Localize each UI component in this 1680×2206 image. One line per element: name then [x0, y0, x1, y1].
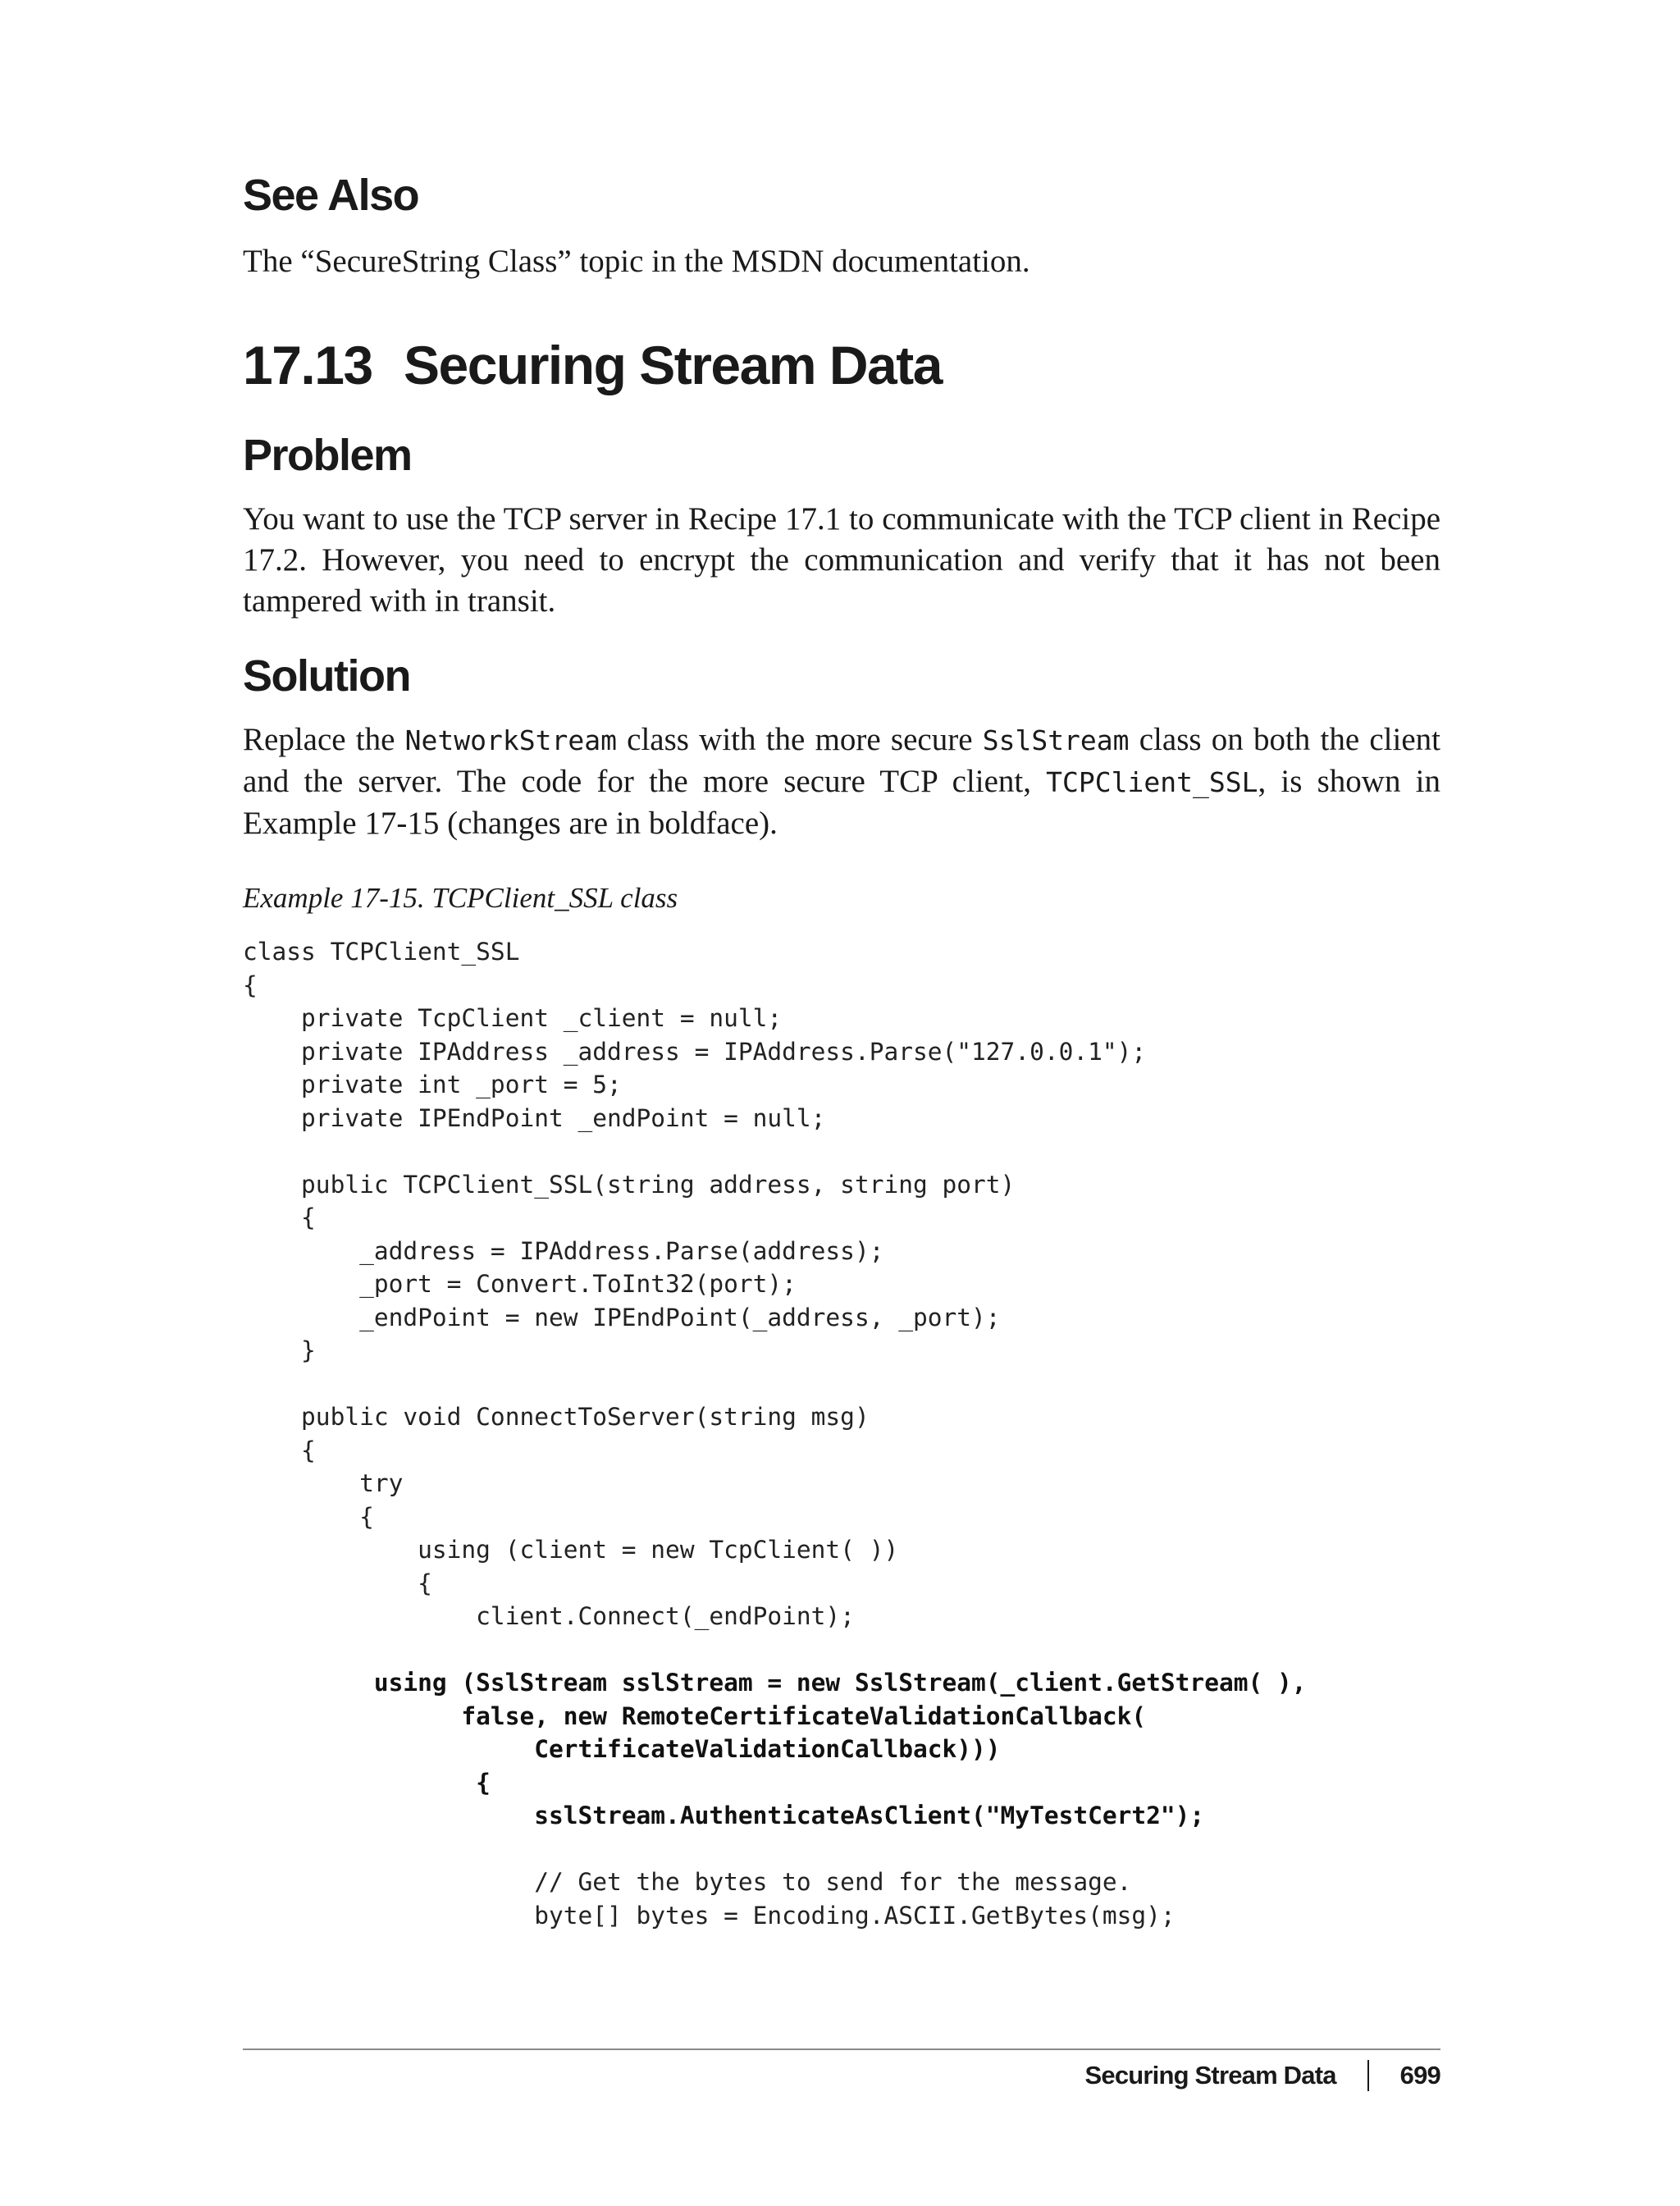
code-line: { [243, 1203, 316, 1231]
see-also-text: The “SecureString Class” topic in the MSDN documentation. [243, 244, 1030, 279]
code-line [243, 1833, 1440, 1866]
code-line: private int _port = 5; [243, 1071, 622, 1098]
code-listing [243, 935, 1440, 1932]
code-line: client.Connect(_endPoint); [243, 1602, 855, 1630]
code-line: { [243, 1768, 491, 1797]
section-number: 17.13 [243, 335, 372, 395]
code-line: public void ConnectToServer(string msg) [243, 1403, 870, 1431]
code-line [243, 1368, 1440, 1401]
code-line: { [243, 1569, 432, 1597]
problem-text: You want to use the TCP server in Recipe 17.1 to communicate with the TCP client in Recipe 17.2. However, you need to encrypt the communication and verify that it has not been tampered with in transit. [243, 501, 1440, 619]
page-number: 699 [1399, 2061, 1440, 2090]
code-line: false, new RemoteCertificateValidationCallback( [243, 1701, 1147, 1730]
code-line: _address = IPAddress.Parse(address); [243, 1236, 884, 1265]
code-line: CertificateValidationCallback))) [243, 1735, 1001, 1763]
code-line: using (SslStream sslStream = new SslStream(_client.GetStream( ), [243, 1669, 1307, 1697]
code-line: { [243, 1436, 316, 1464]
code-line: try [243, 1469, 404, 1497]
inline-code-tcpclient-ssl: TCPClient_SSL [1046, 766, 1258, 798]
code-line [243, 1135, 1440, 1168]
code-line: { [243, 1502, 374, 1531]
problem-heading: Problem [243, 431, 412, 480]
solution-text-part: Replace the [243, 722, 405, 757]
code-line: _endPoint = new IPEndPoint(_address, _port); [243, 1303, 1001, 1331]
solution-heading: Solution [243, 651, 410, 701]
code-line: using (client = new TcpClient( )) [243, 1536, 899, 1564]
code-line: public TCPClient_SSL(string address, string port) [243, 1170, 1016, 1199]
code-line: } [243, 1336, 316, 1364]
code-line: _port = Convert.ToInt32(port); [243, 1270, 797, 1298]
code-line: sslStream.AuthenticateAsClient("MyTestCert2"); [243, 1802, 1205, 1829]
example-caption: Example 17-15. TCPClient_SSL class [243, 882, 678, 914]
section-title-text: Securing Stream Data [404, 335, 942, 395]
running-title: Securing Stream Data [1084, 2061, 1336, 2090]
solution-text-part: class on both the client and the server. The code for the more secure TCP client, [243, 722, 1440, 799]
code-line: { [243, 971, 258, 999]
code-line: byte[] bytes = Encoding.ASCII.GetBytes(msg); [243, 1901, 1176, 1930]
inline-code-sslstream: SslStream [982, 724, 1130, 756]
code-line: class TCPClient_SSL [243, 938, 520, 966]
solution-text-part: , is shown in Example 17-15 (changes are in boldface). [243, 764, 1440, 841]
footer-rule [243, 2048, 1440, 2050]
code-line [243, 1633, 1440, 1667]
section-title [243, 332, 1440, 398]
solution-text-part: class with the more secure [616, 722, 983, 757]
inline-code-networkstream: NetworkStream [404, 724, 617, 756]
code-line: private TcpClient _client = null; [243, 1004, 783, 1032]
code-line: // Get the bytes to send for the message. [243, 1868, 1132, 1896]
see-also-heading: See Also [243, 171, 419, 220]
page-footer [1085, 2058, 1441, 2094]
solution-text [243, 719, 1440, 844]
footer-separator [1367, 2060, 1369, 2091]
code-line: private IPEndPoint _endPoint = null; [243, 1103, 826, 1132]
code-line: private IPAddress _address = IPAddress.Parse("127.0.0.1"); [243, 1037, 1147, 1066]
